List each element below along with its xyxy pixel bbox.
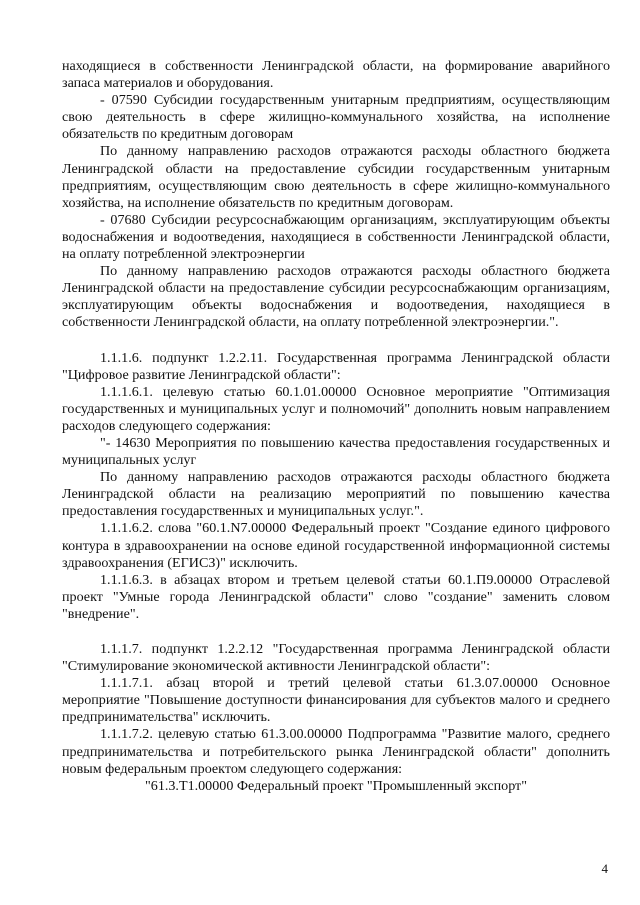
paragraph: находящиеся в собственности Ленинградской области, на формирование аварийного запаса материалов и оборудования. xyxy=(62,58,610,92)
paragraph-gap xyxy=(62,332,610,350)
paragraph: "61.3.T1.00000 Федеральный проект "Промышленный экспорт" xyxy=(145,777,527,794)
paragraph: - 07590 Субсидии государственным унитарным предприятиям, осуществляющим свою деятельность в сфере жилищно-коммунального хозяйства, на исполнение обязательств по кредитным договорам xyxy=(62,92,610,143)
paragraph: - 07680 Субсидии ресурсоснабжающим организациям, эксплуатирующим объекты водоснабжения и водоотведения, находящиеся в собственности Ленинградской области, на оплату потребленной электроэнергии xyxy=(62,211,610,263)
page-number: 4 xyxy=(601,861,608,876)
paragraph: По данному направлению расходов отражаются расходы областного бюджета Ленинградской области на реализацию мероприятий по повышению качества предоставления государственных и муниципальных услуг.". xyxy=(62,469,610,520)
paragraph: По данному направлению расходов отражаются расходы областного бюджета Ленинградской области на предоставление субсидии государственным унитарным предприятиям, осуществляющим свою деятельность в сфере жилищно-коммунального хозяйства, на исполнение обязательств по кредитным договорам. xyxy=(62,143,610,211)
document-body xyxy=(62,58,610,795)
paragraph: По данному направлению расходов отражаются расходы областного бюджета Ленинградской области на предоставление субсидии ресурсоснабжающим организациям, эксплуатирующим объекты водоснабжения и водоотведения, находящиеся в собственности Ленинградской области, на оплату потребленной электроэнергии.". xyxy=(62,263,610,331)
paragraph: 1.1.1.7.1. абзац второй и третий целевой статьи 61.3.07.00000 Основное мероприятие "Повышение доступности финансирования для субъектов малого и среднего предпринимательства" исключить. xyxy=(62,675,610,726)
paragraph: 1.1.1.6.2. слова "60.1.N7.00000 Федеральный проект "Создание единого цифрового контура в здравоохранении на основе единой государственной информационной системы здравоохранения (ЕГИСЗ)" исключить. xyxy=(62,520,610,571)
paragraph: "- 14630 Мероприятия по повышению качества предоставления государственных и муниципальных услуг xyxy=(62,434,610,469)
paragraph: 1.1.1.6.3. в абзацах втором и третьем целевой статьи 60.1.П9.00000 Отраслевой проект "Умные города Ленинградской области" слово "создание" заменить словом "внедрение". xyxy=(62,571,610,622)
paragraph: 1.1.1.6. подпункт 1.2.2.11. Государственная программа Ленинградской области "Цифровое развитие Ленинградской области": xyxy=(62,349,610,383)
paragraph: 1.1.1.7. подпункт 1.2.2.12 "Государственная программа Ленинградской области "Стимулирование экономической активности Ленинградской области": xyxy=(62,641,610,675)
paragraph: 1.1.1.6.1. целевую статью 60.1.01.00000 Основное мероприятие "Оптимизация государственных и муниципальных услуг и полномочий" дополнить новым направлением расходов следующего содержания: xyxy=(62,383,610,434)
paragraph-gap xyxy=(62,623,610,641)
paragraph: 1.1.1.7.2. целевую статью 61.3.00.00000 Подпрограмма "Развитие малого, среднего предпринимательства и потребительского рынка Ленинградской области" дополнить новым федеральным проектом следующего содержания: xyxy=(62,726,610,777)
